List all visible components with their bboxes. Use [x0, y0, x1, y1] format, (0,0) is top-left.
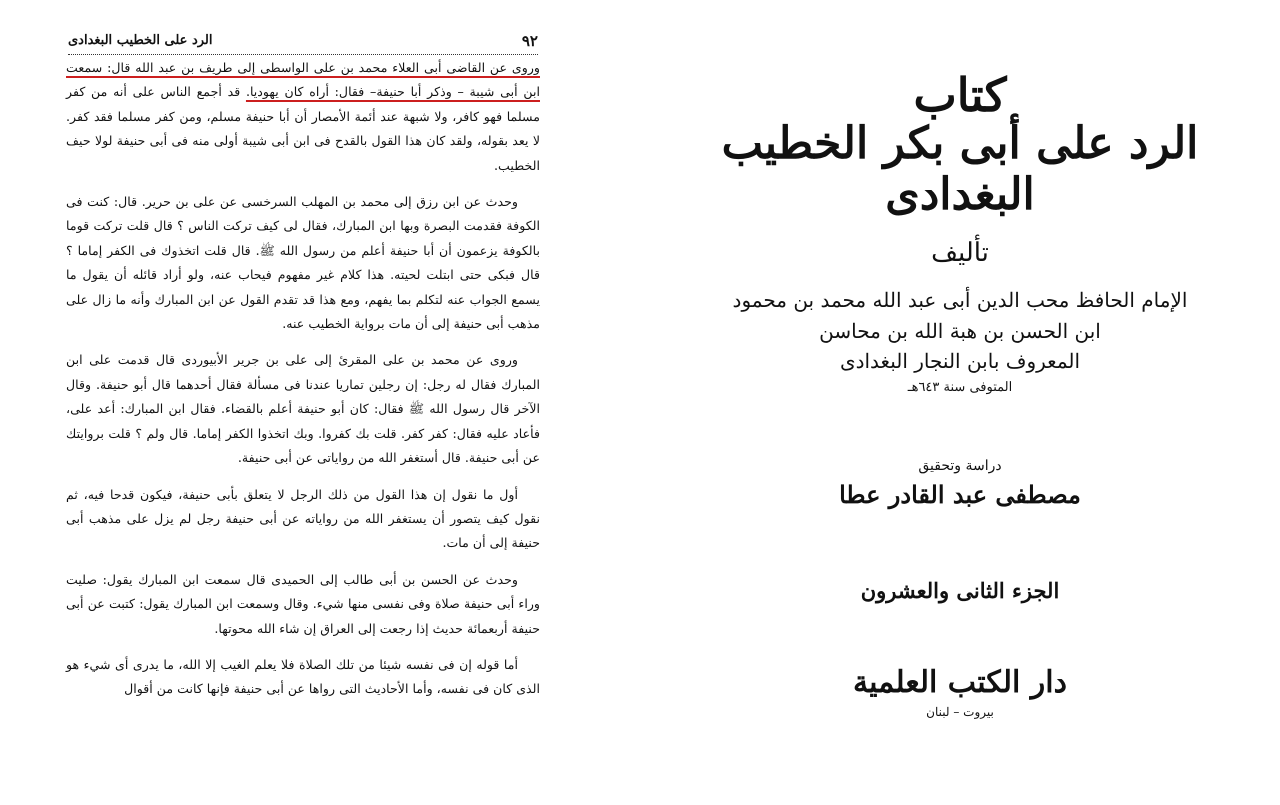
page-number: ٩٢ — [521, 32, 538, 50]
body-text — [66, 56, 540, 714]
author-line-1: الإمام الحافظ محب الدين أبى عبد الله محمد بن محمود — [732, 288, 1188, 312]
kitab-heading: كتاب — [913, 68, 1007, 122]
paragraph-6: أما قوله إن فى نفسه شيئا من تلك الصلاة فلا يعلم الغيب إلا الله، ما يدرى أى شيء هو الذى كان فى نفسه، وأما الأحاديث التى رواها عن أبى حنيفة فإنها كانت من أقوال — [66, 656, 540, 697]
paragraph-1-rest: قد أجمع الناس على أنه من كفر مسلما فهو كافر، ولا شبهة عند أئمة الأمصار أن أبا حنيفة مسلم، ومن كفر مسلما فقد كفر. لا يعد بقوله، ولقد كان هذا القول بالقدح فى ابن أبى شيبة أولى منه فى أبى حنيفة لولا حيف الخطيب. — [66, 84, 541, 173]
paragraph-4: أول ما نقول إن هذا القول من ذلك الرجل لا يتعلق بأبى حنيفة، فيكون قدحا فيه، ثم نقول كيف يتصور أن يستغفر الله من رواياته عن أبى حنيفة رجل لم يزل على مذهب أبى حنيفة إلى أن مات. — [66, 486, 540, 551]
title-page — [640, 0, 1280, 805]
study-label: دراسة وتحقيق — [918, 458, 1002, 474]
editor-name: مصطفى عبد القادر عطا — [839, 480, 1081, 509]
paragraph-5: وحدث عن الحسن بن أبى طالب إلى الحميدى قال سمعت ابن المبارك يقول: صليت وراء أبى حنيفة صلاة وفى نفسى منها شيء. وقال وسمعت ابن المبارك يقول: كتبت عن أبى حنيفة أربعمائة حديث إذا رجعت إلى العراق إن شاء الله محوتها. — [66, 571, 540, 636]
death-date: المتوفى سنة ٦٤٣هـ — [907, 380, 1013, 395]
volume-label: الجزء الثانى والعشرون — [860, 578, 1060, 603]
paragraph-3: وروى عن محمد بن على المقرئ إلى على بن جرير الأبيوردى قال قدمت على ابن المبارك فقال له رجل: إن رجلين تماريا عندنا فى مسألة فقال أحدهما قال أبو حنيفة. وقال الآخر قال رسول الله ﷺ فقال: كان أبو حنيفة أعلم بالقضاء. فقال ابن المبارك: أعد على، فأعاد عليه فقال: كفر كفر. قلت بك كفروا. وبك اتخذوا الكفر إماما. قال ولم ؟ قلت بروايتك عن أبى حنيفة. قال أستغفر الله من رواياتى عن أبى حنيفة. — [66, 352, 540, 466]
underlined-passage: وروى عن القاضى أبى العلاء محمد بن على الواسطى إلى طريف بن عبد الله قال: سمعت ابن أبى شيبة – وذكر أبا حنيفة– فقال: أراه كان يهوديا. — [66, 60, 540, 100]
running-header — [68, 28, 538, 55]
author-line-2: ابن الحسن بن هبة الله بن محاسن — [819, 319, 1101, 343]
publisher-logo: دار الكتب العلمية — [853, 665, 1067, 700]
book-title: الرد على أبى بكر الخطيب البغدادى — [721, 118, 1199, 220]
publisher-place: بيروت – لبنان — [926, 705, 994, 719]
author-line-3: المعروف بابن النجار البغدادى — [839, 349, 1081, 373]
authorship-label: تأليف — [931, 238, 989, 268]
paragraph-1 — [66, 56, 540, 178]
running-title: الرد على الخطيب البغدادى — [68, 33, 213, 48]
paragraph-2: وحدث عن ابن رزق إلى محمد بن المهلب السرخسى عن على بن حرير. قال: كنت فى الكوفة فقدمت البصرة وبها ابن المبارك، فقال لى كيف تركت الناس ؟ قال قلت تركت قوما بالكوفة يزعمون أن أبا حنيفة أعلم من رسول الله ﷺ. قال قلت اتخذوك فى الكفر إماما ؟ قال فبكى حتى ابتلت لحيته. هذا كلام غير مفهوم فيحاب عنه، ولو أراد قائله أن يقول ما يسمع الجواب عنه لتكلم بما يفهم، ومع هذا قد تقدم القول عن ابن المبارك وأنه ما زال على مذهب أبى حنيفة إلى أن مات برواية الخطيب عنه. — [66, 194, 540, 332]
